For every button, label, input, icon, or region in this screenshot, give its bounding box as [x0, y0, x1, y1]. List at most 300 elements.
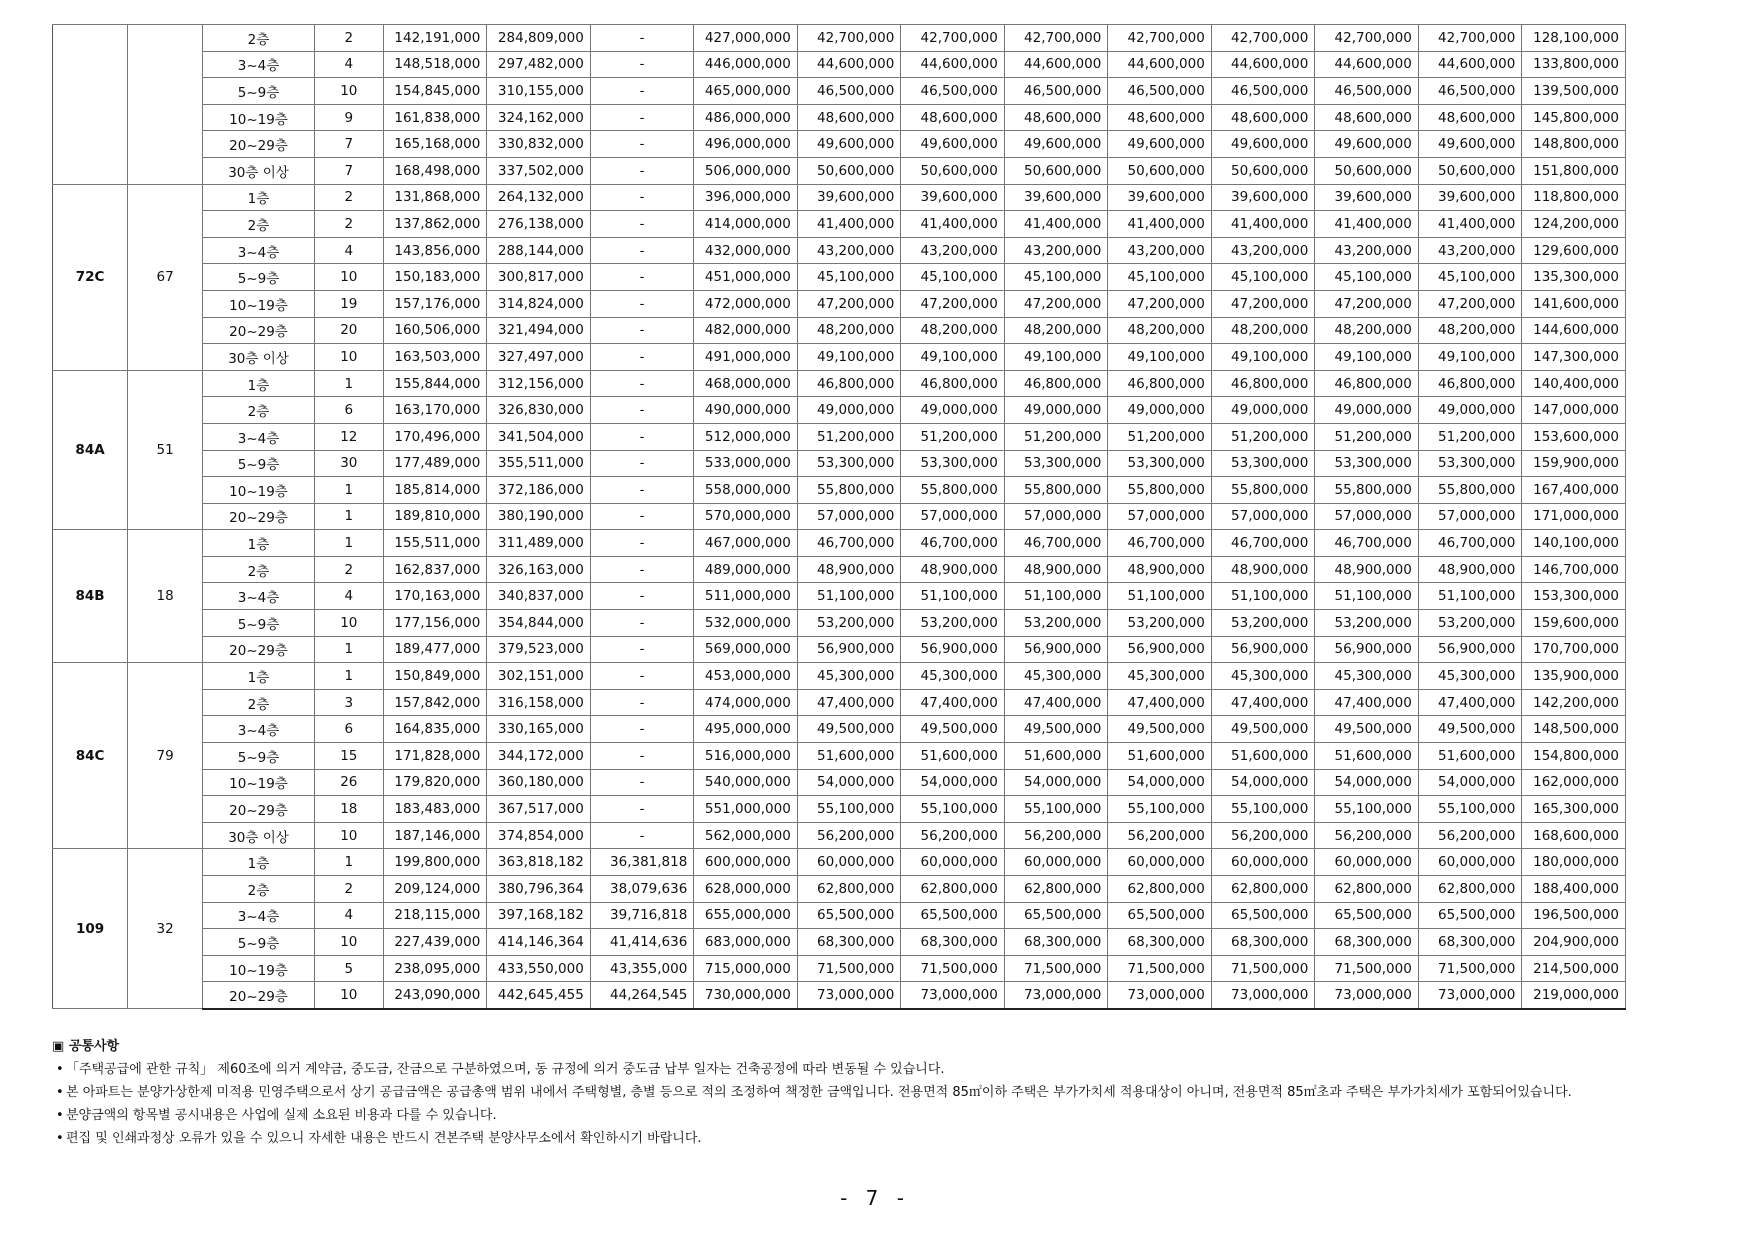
interim-payment-cell: 47,400,000	[1108, 689, 1212, 716]
interim-payment-cell: 46,700,000	[1108, 530, 1212, 557]
interim-payment-cell: 57,000,000	[901, 503, 1005, 530]
interim-payment-cell: 68,300,000	[901, 929, 1005, 956]
table-row	[53, 51, 1626, 78]
household-count-cell: 1	[314, 503, 383, 530]
interim-payment-cell: 46,800,000	[901, 370, 1005, 397]
household-count-cell: 3	[314, 689, 383, 716]
balance-cell: 147,300,000	[1522, 344, 1626, 371]
interim-payment-cell: 55,100,000	[1004, 796, 1108, 823]
interim-payment-cell: 46,800,000	[1004, 370, 1108, 397]
vat-cell: -	[590, 397, 694, 424]
total-price-cell: 491,000,000	[694, 344, 798, 371]
interim-payment-cell: 71,500,000	[1211, 955, 1315, 982]
note-text: 분양금액의 항목별 공시내용은 사업에 실제 소요된 비용과 다를 수 있습니다.	[66, 1108, 497, 1123]
interim-payment-cell: 48,900,000	[1004, 556, 1108, 583]
interim-payment-cell: 55,800,000	[901, 477, 1005, 504]
common-notes	[52, 1035, 1632, 1150]
building-cost-cell: 337,502,000	[487, 157, 591, 184]
balance-cell: 140,400,000	[1522, 370, 1626, 397]
vat-cell: -	[590, 370, 694, 397]
interim-payment-cell: 46,800,000	[1108, 370, 1212, 397]
interim-payment-cell: 57,000,000	[1004, 503, 1108, 530]
balance-cell: 153,600,000	[1522, 423, 1626, 450]
interim-payment-cell: 48,600,000	[1418, 104, 1522, 131]
interim-payment-cell: 41,400,000	[1211, 211, 1315, 238]
total-price-cell: 683,000,000	[694, 929, 798, 956]
interim-payment-cell: 46,500,000	[1315, 78, 1419, 105]
table-row	[53, 902, 1626, 929]
interim-payment-cell: 41,400,000	[1108, 211, 1212, 238]
table-row	[53, 344, 1626, 371]
interim-payment-cell: 51,600,000	[901, 743, 1005, 770]
floor-cell: 1층	[203, 370, 315, 397]
balance-cell: 204,900,000	[1522, 929, 1626, 956]
interim-payment-cell: 65,500,000	[1004, 902, 1108, 929]
vat-cell: -	[590, 503, 694, 530]
building-cost-cell: 310,155,000	[487, 78, 591, 105]
notes-heading	[52, 1035, 1632, 1058]
interim-payment-cell: 56,200,000	[1108, 822, 1212, 849]
interim-payment-cell: 48,200,000	[1315, 317, 1419, 344]
unit-count-cell: 51	[128, 370, 203, 530]
balance-cell: 141,600,000	[1522, 290, 1626, 317]
vat-cell: -	[590, 344, 694, 371]
table-row	[53, 610, 1626, 637]
household-count-cell: 9	[314, 104, 383, 131]
interim-payment-cell: 44,600,000	[1418, 51, 1522, 78]
household-count-cell: 1	[314, 636, 383, 663]
land-cost-cell: 185,814,000	[383, 477, 487, 504]
interim-payment-cell: 46,800,000	[1418, 370, 1522, 397]
total-price-cell: 482,000,000	[694, 317, 798, 344]
contract-deposit-cell: 68,300,000	[797, 929, 901, 956]
unit-count-cell: 67	[128, 184, 203, 370]
balance-cell: 159,900,000	[1522, 450, 1626, 477]
table-row	[53, 876, 1626, 903]
total-price-cell: 414,000,000	[694, 211, 798, 238]
floor-cell: 5~9층	[203, 264, 315, 291]
building-cost-cell: 374,854,000	[487, 822, 591, 849]
interim-payment-cell: 46,500,000	[901, 78, 1005, 105]
interim-payment-cell: 62,800,000	[1418, 876, 1522, 903]
land-cost-cell: 227,439,000	[383, 929, 487, 956]
contract-deposit-cell: 48,600,000	[797, 104, 901, 131]
interim-payment-cell: 68,300,000	[1211, 929, 1315, 956]
interim-payment-cell: 43,200,000	[1418, 237, 1522, 264]
interim-payment-cell: 48,600,000	[901, 104, 1005, 131]
interim-payment-cell: 53,300,000	[1418, 450, 1522, 477]
interim-payment-cell: 46,700,000	[1211, 530, 1315, 557]
total-price-cell: 570,000,000	[694, 503, 798, 530]
interim-payment-cell: 49,000,000	[1418, 397, 1522, 424]
interim-payment-cell: 65,500,000	[901, 902, 1005, 929]
table-row	[53, 503, 1626, 530]
land-cost-cell: 177,156,000	[383, 610, 487, 637]
interim-payment-cell: 62,800,000	[1108, 876, 1212, 903]
interim-payment-cell: 49,600,000	[1315, 131, 1419, 158]
land-cost-cell: 170,163,000	[383, 583, 487, 610]
land-cost-cell: 243,090,000	[383, 982, 487, 1009]
interim-payment-cell: 51,600,000	[1315, 743, 1419, 770]
household-count-cell: 4	[314, 902, 383, 929]
interim-payment-cell: 46,700,000	[901, 530, 1005, 557]
vat-cell: -	[590, 423, 694, 450]
interim-payment-cell: 51,600,000	[1004, 743, 1108, 770]
interim-payment-cell: 49,100,000	[901, 344, 1005, 371]
table-row	[53, 636, 1626, 663]
interim-payment-cell: 50,600,000	[1211, 157, 1315, 184]
bullet-icon: •	[56, 1108, 64, 1123]
building-cost-cell: 372,186,000	[487, 477, 591, 504]
floor-cell: 10~19층	[203, 769, 315, 796]
interim-payment-cell: 68,300,000	[1004, 929, 1108, 956]
balance-cell: 142,200,000	[1522, 689, 1626, 716]
total-price-cell: 516,000,000	[694, 743, 798, 770]
interim-payment-cell: 51,200,000	[1211, 423, 1315, 450]
vat-cell: -	[590, 237, 694, 264]
interim-payment-cell: 48,200,000	[1004, 317, 1108, 344]
interim-payment-cell: 45,300,000	[901, 663, 1005, 690]
household-count-cell: 2	[314, 184, 383, 211]
interim-payment-cell: 54,000,000	[901, 769, 1005, 796]
interim-payment-cell: 56,900,000	[1108, 636, 1212, 663]
interim-payment-cell: 56,900,000	[1004, 636, 1108, 663]
interim-payment-cell: 45,300,000	[1211, 663, 1315, 690]
interim-payment-cell: 43,200,000	[1315, 237, 1419, 264]
table-row	[53, 822, 1626, 849]
table-row	[53, 849, 1626, 876]
building-cost-cell: 340,837,000	[487, 583, 591, 610]
interim-payment-cell: 46,700,000	[1315, 530, 1419, 557]
floor-cell: 20~29층	[203, 636, 315, 663]
interim-payment-cell: 49,000,000	[901, 397, 1005, 424]
interim-payment-cell: 45,100,000	[1418, 264, 1522, 291]
interim-payment-cell: 49,100,000	[1211, 344, 1315, 371]
contract-deposit-cell: 56,900,000	[797, 636, 901, 663]
interim-payment-cell: 48,200,000	[1108, 317, 1212, 344]
building-cost-cell: 284,809,000	[487, 25, 591, 52]
interim-payment-cell: 49,100,000	[1108, 344, 1212, 371]
contract-deposit-cell: 49,100,000	[797, 344, 901, 371]
table-row	[53, 25, 1626, 52]
balance-cell: 128,100,000	[1522, 25, 1626, 52]
land-cost-cell: 189,810,000	[383, 503, 487, 530]
interim-payment-cell: 55,800,000	[1108, 477, 1212, 504]
floor-cell: 5~9층	[203, 743, 315, 770]
interim-payment-cell: 49,500,000	[1418, 716, 1522, 743]
contract-deposit-cell: 54,000,000	[797, 769, 901, 796]
interim-payment-cell: 60,000,000	[901, 849, 1005, 876]
total-price-cell: 486,000,000	[694, 104, 798, 131]
floor-cell: 2층	[203, 689, 315, 716]
floor-cell: 3~4층	[203, 583, 315, 610]
note-item	[52, 1081, 1632, 1104]
interim-payment-cell: 45,100,000	[1211, 264, 1315, 291]
land-cost-cell: 157,176,000	[383, 290, 487, 317]
land-cost-cell: 148,518,000	[383, 51, 487, 78]
interim-payment-cell: 45,300,000	[1315, 663, 1419, 690]
table-row	[53, 689, 1626, 716]
building-cost-cell: 311,489,000	[487, 530, 591, 557]
total-price-cell: 490,000,000	[694, 397, 798, 424]
balance-cell: 167,400,000	[1522, 477, 1626, 504]
interim-payment-cell: 54,000,000	[1315, 769, 1419, 796]
contract-deposit-cell: 49,000,000	[797, 397, 901, 424]
total-price-cell: 474,000,000	[694, 689, 798, 716]
interim-payment-cell: 57,000,000	[1418, 503, 1522, 530]
interim-payment-cell: 51,200,000	[1108, 423, 1212, 450]
interim-payment-cell: 54,000,000	[1108, 769, 1212, 796]
floor-cell: 2층	[203, 25, 315, 52]
interim-payment-cell: 44,600,000	[1315, 51, 1419, 78]
table-row	[53, 556, 1626, 583]
land-cost-cell: 179,820,000	[383, 769, 487, 796]
total-price-cell: 396,000,000	[694, 184, 798, 211]
building-cost-cell: 264,132,000	[487, 184, 591, 211]
contract-deposit-cell: 41,400,000	[797, 211, 901, 238]
floor-cell: 1층	[203, 184, 315, 211]
interim-payment-cell: 65,500,000	[1211, 902, 1315, 929]
interim-payment-cell: 73,000,000	[1418, 982, 1522, 1009]
housing-type-cell: 109	[53, 849, 128, 1009]
land-cost-cell: 199,800,000	[383, 849, 487, 876]
building-cost-cell: 397,168,182	[487, 902, 591, 929]
balance-cell: 151,800,000	[1522, 157, 1626, 184]
interim-payment-cell: 53,300,000	[1108, 450, 1212, 477]
household-count-cell: 10	[314, 610, 383, 637]
total-price-cell: 496,000,000	[694, 131, 798, 158]
interim-payment-cell: 49,500,000	[1211, 716, 1315, 743]
interim-payment-cell: 62,800,000	[1211, 876, 1315, 903]
vat-cell: -	[590, 610, 694, 637]
balance-cell: 171,000,000	[1522, 503, 1626, 530]
interim-payment-cell: 39,600,000	[1418, 184, 1522, 211]
floor-cell: 3~4층	[203, 716, 315, 743]
contract-deposit-cell: 49,500,000	[797, 716, 901, 743]
interim-payment-cell: 45,300,000	[1418, 663, 1522, 690]
household-count-cell: 2	[314, 25, 383, 52]
land-cost-cell: 154,845,000	[383, 78, 487, 105]
interim-payment-cell: 55,100,000	[901, 796, 1005, 823]
building-cost-cell: 297,482,000	[487, 51, 591, 78]
interim-payment-cell: 55,800,000	[1004, 477, 1108, 504]
vat-cell: -	[590, 317, 694, 344]
interim-payment-cell: 65,500,000	[1418, 902, 1522, 929]
vat-cell: -	[590, 78, 694, 105]
vat-cell: -	[590, 663, 694, 690]
household-count-cell: 10	[314, 822, 383, 849]
contract-deposit-cell: 51,600,000	[797, 743, 901, 770]
interim-payment-cell: 56,900,000	[1211, 636, 1315, 663]
interim-payment-cell: 49,600,000	[1418, 131, 1522, 158]
unit-count-cell: 18	[128, 530, 203, 663]
contract-deposit-cell: 71,500,000	[797, 955, 901, 982]
contract-deposit-cell: 53,300,000	[797, 450, 901, 477]
total-price-cell: 472,000,000	[694, 290, 798, 317]
interim-payment-cell: 41,400,000	[901, 211, 1005, 238]
household-count-cell: 10	[314, 929, 383, 956]
total-price-cell: 468,000,000	[694, 370, 798, 397]
household-count-cell: 1	[314, 530, 383, 557]
interim-payment-cell: 51,100,000	[1004, 583, 1108, 610]
vat-cell: -	[590, 477, 694, 504]
land-cost-cell: 187,146,000	[383, 822, 487, 849]
contract-deposit-cell: 47,400,000	[797, 689, 901, 716]
contract-deposit-cell: 57,000,000	[797, 503, 901, 530]
building-cost-cell: 330,832,000	[487, 131, 591, 158]
total-price-cell: 432,000,000	[694, 237, 798, 264]
interim-payment-cell: 39,600,000	[1004, 184, 1108, 211]
note-item	[52, 1127, 1632, 1150]
interim-payment-cell: 46,500,000	[1418, 78, 1522, 105]
floor-cell: 20~29층	[203, 131, 315, 158]
table-row	[53, 982, 1626, 1009]
vat-cell: -	[590, 796, 694, 823]
interim-payment-cell: 48,200,000	[901, 317, 1005, 344]
building-cost-cell: 326,830,000	[487, 397, 591, 424]
supply-price-table	[52, 24, 1626, 1010]
vat-cell: -	[590, 157, 694, 184]
total-price-cell: 465,000,000	[694, 78, 798, 105]
floor-cell: 10~19층	[203, 955, 315, 982]
contract-deposit-cell: 39,600,000	[797, 184, 901, 211]
vat-cell: -	[590, 636, 694, 663]
interim-payment-cell: 71,500,000	[1108, 955, 1212, 982]
interim-payment-cell: 50,600,000	[1315, 157, 1419, 184]
total-price-cell: 532,000,000	[694, 610, 798, 637]
interim-payment-cell: 42,700,000	[1108, 25, 1212, 52]
floor-cell: 3~4층	[203, 51, 315, 78]
interim-payment-cell: 47,400,000	[901, 689, 1005, 716]
floor-cell: 10~19층	[203, 104, 315, 131]
vat-cell: -	[590, 743, 694, 770]
land-cost-cell: 170,496,000	[383, 423, 487, 450]
household-count-cell: 5	[314, 955, 383, 982]
bullet-icon: •	[56, 1085, 64, 1100]
table-row	[53, 317, 1626, 344]
balance-cell: 139,500,000	[1522, 78, 1626, 105]
household-count-cell: 20	[314, 317, 383, 344]
land-cost-cell: 150,183,000	[383, 264, 487, 291]
interim-payment-cell: 50,600,000	[901, 157, 1005, 184]
floor-cell: 3~4층	[203, 237, 315, 264]
table-row	[53, 370, 1626, 397]
total-price-cell: 489,000,000	[694, 556, 798, 583]
vat-cell: 44,264,545	[590, 982, 694, 1009]
table-body	[53, 25, 1626, 1009]
total-price-cell: 467,000,000	[694, 530, 798, 557]
interim-payment-cell: 46,800,000	[1315, 370, 1419, 397]
contract-deposit-cell: 44,600,000	[797, 51, 901, 78]
interim-payment-cell: 45,100,000	[901, 264, 1005, 291]
interim-payment-cell: 49,500,000	[901, 716, 1005, 743]
household-count-cell: 4	[314, 583, 383, 610]
contract-deposit-cell: 51,200,000	[797, 423, 901, 450]
note-item	[52, 1104, 1632, 1127]
interim-payment-cell: 47,400,000	[1315, 689, 1419, 716]
interim-payment-cell: 53,300,000	[1211, 450, 1315, 477]
interim-payment-cell: 50,600,000	[1418, 157, 1522, 184]
interim-payment-cell: 55,100,000	[1211, 796, 1315, 823]
interim-payment-cell: 54,000,000	[1004, 769, 1108, 796]
interim-payment-cell: 54,000,000	[1418, 769, 1522, 796]
table-row	[53, 929, 1626, 956]
table-row	[53, 237, 1626, 264]
floor-cell: 30층 이상	[203, 157, 315, 184]
interim-payment-cell: 56,200,000	[1315, 822, 1419, 849]
land-cost-cell: 137,862,000	[383, 211, 487, 238]
table-row	[53, 743, 1626, 770]
interim-payment-cell: 60,000,000	[1315, 849, 1419, 876]
interim-payment-cell: 45,300,000	[1004, 663, 1108, 690]
building-cost-cell: 380,796,364	[487, 876, 591, 903]
table-row	[53, 184, 1626, 211]
interim-payment-cell: 42,700,000	[901, 25, 1005, 52]
housing-type-cell: 84C	[53, 663, 128, 849]
interim-payment-cell: 49,100,000	[1315, 344, 1419, 371]
interim-payment-cell: 49,100,000	[1004, 344, 1108, 371]
interim-payment-cell: 46,500,000	[1211, 78, 1315, 105]
interim-payment-cell: 47,200,000	[1004, 290, 1108, 317]
total-price-cell: 540,000,000	[694, 769, 798, 796]
table-row	[53, 477, 1626, 504]
balance-cell: 135,900,000	[1522, 663, 1626, 690]
bullet-icon: •	[56, 1131, 64, 1146]
building-cost-cell: 354,844,000	[487, 610, 591, 637]
interim-payment-cell: 49,500,000	[1108, 716, 1212, 743]
housing-type-cell: 72C	[53, 184, 128, 370]
floor-cell: 3~4층	[203, 902, 315, 929]
interim-payment-cell: 49,600,000	[1211, 131, 1315, 158]
floor-cell: 2층	[203, 556, 315, 583]
table-row	[53, 796, 1626, 823]
balance-cell: 180,000,000	[1522, 849, 1626, 876]
vat-cell: -	[590, 211, 694, 238]
household-count-cell: 1	[314, 477, 383, 504]
floor-cell: 10~19층	[203, 290, 315, 317]
interim-payment-cell: 47,400,000	[1418, 689, 1522, 716]
contract-deposit-cell: 62,800,000	[797, 876, 901, 903]
building-cost-cell: 433,550,000	[487, 955, 591, 982]
total-price-cell: 558,000,000	[694, 477, 798, 504]
floor-cell: 2층	[203, 397, 315, 424]
vat-cell: 41,414,636	[590, 929, 694, 956]
interim-payment-cell: 71,500,000	[901, 955, 1005, 982]
household-count-cell: 1	[314, 663, 383, 690]
table-row	[53, 211, 1626, 238]
interim-payment-cell: 47,200,000	[1211, 290, 1315, 317]
interim-payment-cell: 50,600,000	[1108, 157, 1212, 184]
vat-cell: -	[590, 716, 694, 743]
interim-payment-cell: 48,900,000	[1108, 556, 1212, 583]
balance-cell: 159,600,000	[1522, 610, 1626, 637]
table-row	[53, 716, 1626, 743]
interim-payment-cell: 55,100,000	[1418, 796, 1522, 823]
vat-cell: -	[590, 583, 694, 610]
floor-cell: 20~29층	[203, 317, 315, 344]
total-price-cell: 506,000,000	[694, 157, 798, 184]
vat-cell: -	[590, 450, 694, 477]
interim-payment-cell: 47,200,000	[1418, 290, 1522, 317]
building-cost-cell: 327,497,000	[487, 344, 591, 371]
interim-payment-cell: 48,900,000	[1211, 556, 1315, 583]
table-row	[53, 769, 1626, 796]
contract-deposit-cell: 46,500,000	[797, 78, 901, 105]
interim-payment-cell: 56,900,000	[901, 636, 1005, 663]
note-text: 「주택공급에 관한 규칙」 제60조에 의거 계약금, 중도금, 잔금으로 구분하였으며, 동 규정에 의거 중도금 납부 일자는 건축공정에 따라 변동될 수 있습니다.	[66, 1062, 945, 1077]
interim-payment-cell: 55,100,000	[1108, 796, 1212, 823]
interim-payment-cell: 44,600,000	[901, 51, 1005, 78]
